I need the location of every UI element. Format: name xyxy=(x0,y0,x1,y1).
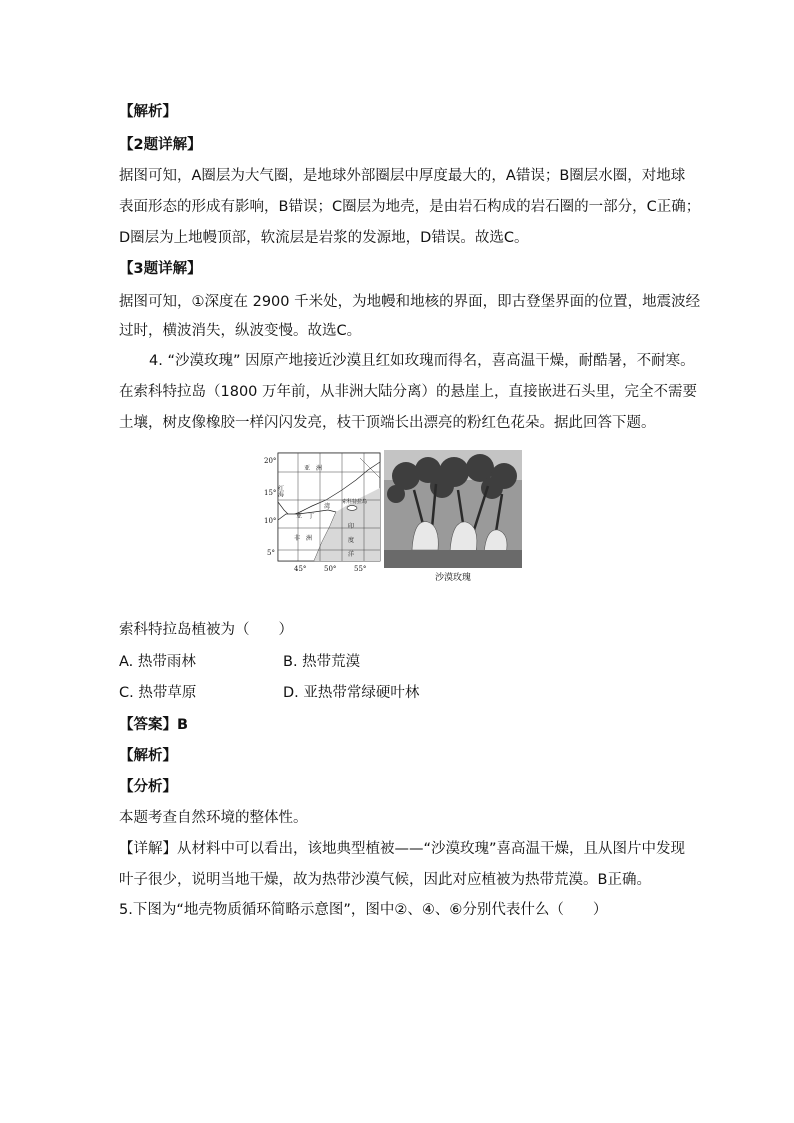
paragraph-line: 土壤，树皮像橡胶一样闪闪发亮，枝干顶端长出漂亮的粉红色花朵。据此回答下题。 xyxy=(119,415,656,431)
lon-label: 45° xyxy=(294,565,307,573)
photo-caption: 沙漠玫瑰 xyxy=(434,573,471,583)
question-4-intro: 4. “沙漠玫瑰” 因原产地接近沙漠且红如玫瑰而得名，喜高温干燥，耐酷暑，不耐寒。 xyxy=(149,353,695,369)
lon-label: 50° xyxy=(324,565,337,573)
section-heading-breakdown: 【分析】 xyxy=(119,779,177,795)
lat-label: 15° xyxy=(264,489,277,497)
answer-line: 【答案】B xyxy=(119,717,189,733)
paragraph-line: 据图可知，①深度在 2900 千米处，为地幔和地核的界面，即古登堡界面的位置，地震波经 xyxy=(119,294,701,310)
lat-label: 5° xyxy=(267,549,275,557)
map-label-red-sea: 红海 xyxy=(276,485,284,497)
section-heading-analysis-2: 【解析】 xyxy=(119,748,177,764)
lat-label: 20° xyxy=(264,457,277,465)
option-a: A. 热带雨林 xyxy=(119,654,196,670)
section-heading-analysis: 【解析】 xyxy=(119,104,177,120)
question-text: 索科特拉岛植被为（ ） xyxy=(119,622,293,638)
question-5: 5.下图为“地壳物质循环简略示意图”，图中②、④、⑥分别代表什么（ ） xyxy=(119,902,608,918)
option-d: D. 亚热带常绿硬叶林 xyxy=(283,685,420,701)
socotra-map xyxy=(264,450,384,585)
map-label-africa: 非 洲 xyxy=(294,535,313,542)
option-b: B. 热带荒漠 xyxy=(283,654,361,670)
map-label-bay: 湾 xyxy=(324,503,331,510)
detail-line: 【详解】从材料中可以看出，该地典型植被——“沙漠玫瑰”喜高温干燥，且从图片中发现 xyxy=(119,841,686,857)
paragraph-line: 在索科特拉岛（1800 万年前，从非洲大陆分离）的悬崖上，直接嵌进石头里，完全不需要 xyxy=(119,384,698,400)
lon-label: 55° xyxy=(354,565,367,573)
option-c: C. 热带草原 xyxy=(119,685,197,701)
map-label-ocean: 洋 xyxy=(348,551,355,558)
paragraph-line: D圈层为上地幔顶部，软流层是岩浆的发源地，D错误。故选C。 xyxy=(119,230,529,246)
paragraph-line: 过时，横波消失，纵波变慢。故选C。 xyxy=(119,323,362,339)
paragraph-line: 据图可知，A圈层为大气圈，是地球外部圈层中厚度最大的，A错误；B圈层水圈，对地球 xyxy=(119,168,686,184)
figure-socotra xyxy=(264,450,524,585)
map-label-aden: 亚 丁 xyxy=(296,513,315,520)
desert-rose-photo xyxy=(384,450,522,568)
section-heading-q3: 【3题详解】 xyxy=(119,261,202,277)
lat-label: 10° xyxy=(264,517,277,525)
detail-line: 叶子很少，说明当地干燥，故为热带沙漠气候，因此对应植被为热带荒漠。B正确。 xyxy=(119,872,651,888)
map-label-socotra: 索科特拉岛 xyxy=(342,499,368,505)
breakdown-text: 本题考查自然环境的整体性。 xyxy=(119,810,308,826)
map-label-india-2: 度 xyxy=(348,537,355,544)
map-label-india-1: 印 xyxy=(348,523,355,530)
section-heading-q2: 【2题详解】 xyxy=(119,137,202,153)
paragraph-line: 表面形态的形成有影响，B错误；C圈层为地壳，是由岩石构成的岩石圈的一部分，C正确； xyxy=(119,199,701,215)
map-label-asia: 亚 洲 xyxy=(304,465,323,472)
